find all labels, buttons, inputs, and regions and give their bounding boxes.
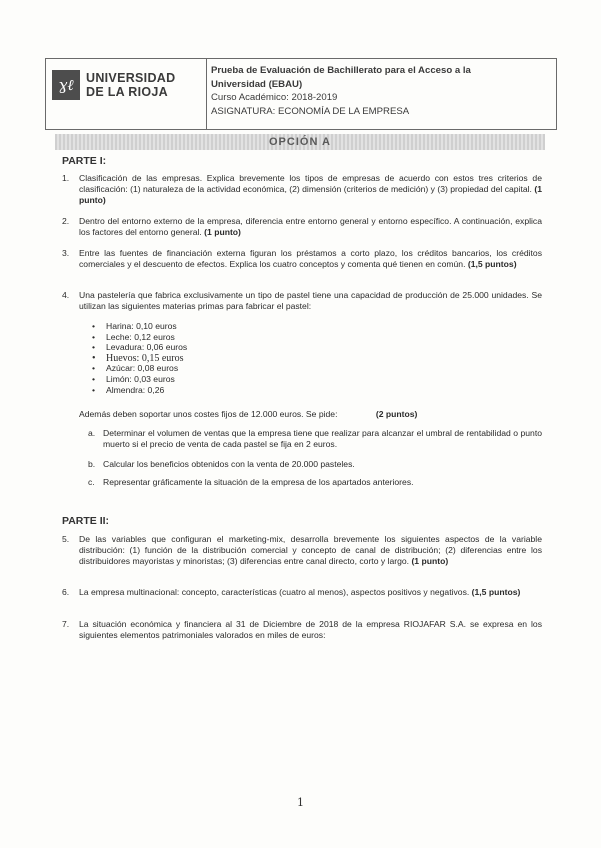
university-logo-icon: ɣℓ (52, 70, 80, 100)
question-points: (1,5 puntos) (471, 587, 521, 597)
list-item: • Leche: 0,12 euros (92, 332, 292, 343)
question-number: 1. (62, 173, 70, 183)
exam-title-line2: Universidad (EBAU) (211, 78, 303, 90)
subquestion-label: b. (88, 459, 96, 469)
university-name (86, 71, 175, 99)
option-label: OPCIÓN A (269, 136, 331, 148)
question-text (79, 587, 542, 598)
academic-year: Curso Académico: 2018-2019 (211, 92, 338, 103)
list-item: • Levadura: 0,06 euros (92, 342, 292, 353)
list-item: • Limón: 0,03 euros (92, 374, 292, 385)
university-name-line1: UNIVERSIDAD (86, 71, 176, 85)
question-text (79, 216, 542, 238)
option-banner (55, 134, 545, 150)
question-text (79, 248, 542, 270)
list-item: • Harina: 0,10 euros (92, 321, 292, 332)
question-number: 3. (62, 248, 70, 258)
part2-title: PARTE II: (62, 515, 110, 527)
list-item: • Azúcar: 0,08 euros (92, 363, 292, 374)
question-points: (1 punto) (79, 184, 543, 205)
part1-title: PARTE I: (62, 155, 107, 167)
subquestion-text: Determinar el volumen de ventas que la empresa tiene que realizar para alcanzar el umbral de rentabilidad o punto muerto si el precio de venta de cada pastel se fija en 2 euros. (103, 428, 542, 449)
exam-info (211, 64, 551, 118)
subquestion-text: Calcular los beneficios obtenidos con la venta de 20.000 pasteles. (103, 459, 355, 469)
question-points: (2 puntos) (375, 409, 418, 419)
subquestion-label: a. (88, 428, 96, 438)
question-points: (1,5 puntos) (467, 259, 517, 269)
subject-title: ASIGNATURA: ECONOMÍA DE LA EMPRESA (211, 105, 410, 117)
question-points: (1 punto) (204, 227, 241, 237)
fixed-costs-line (79, 409, 539, 420)
question-text: Una pastelería que fabrica exclusivamente un tipo de pastel tiene una capacidad de producción de 25.000 unidades. Se utilizan las siguientes materias primas para fabricar el pastel: (79, 290, 542, 311)
question-body: Dentro del entorno externo de la empresa, diferencia entre entorno general y entorno específico. A continuación, explica los factores del entorno general. (79, 216, 542, 237)
question-number: 4. (62, 290, 70, 300)
question-number: 2. (62, 216, 70, 226)
ingredient-list (92, 321, 292, 395)
page-number: 1 (297, 796, 304, 809)
question-body: Clasificación de las empresas. Explica brevemente los tipos de empresas de acuerdo con estos tres criterios de clasificación: (1) naturaleza de la actividad económica, (2) dimensión (criterios de medición) y (3) propiedad del capital. (79, 173, 542, 194)
list-item: • Huevos: 0,15 euros (92, 353, 292, 364)
subquestion-text: Representar gráficamente la situación de la empresa de los apartados anteriores. (103, 477, 414, 487)
question-text: La situación económica y financiera al 31 de Diciembre de 2018 de la empresa RIOJAFAR S.A. se expresa en los siguientes elementos patrimoniales valorados en miles de euros: (79, 619, 542, 640)
question-number: 5. (62, 534, 70, 544)
question-body: Entre las fuentes de financiación externa figuran los préstamos a corto plazo, los créditos bancarios, los créditos comerciales y el descuento de efectos. Explica los cuatro conceptos y comenta qué tienen en común. (79, 248, 542, 269)
exam-title-line1: Prueba de Evaluación de Bachillerato para el Acceso a la (211, 65, 471, 76)
question-points: (1 punto) (411, 556, 449, 566)
subquestion-label: c. (88, 477, 95, 487)
fixed-costs-text: Además deben soportar unos costes fijos de 12.000 euros. Se pide: (79, 409, 338, 419)
question-text (79, 173, 542, 206)
question-body: La empresa multinacional: concepto, características (cuatro al menos), aspectos positivos y negativos. (79, 587, 470, 597)
university-name-line2: DE LA RIOJA (86, 85, 169, 99)
university-logo-block (46, 59, 207, 129)
question-body: De las variables que configuran el marketing-mix, desarrolla brevemente los siguientes aspectos de la variable distribución: (1) función de la distribución comercial y concepto de canal de distribución; (2) diferencias entre los distribuidores mayoristas y minoristas; (3) diferencias entre canal directo, corto y largo. (79, 534, 542, 566)
question-text (79, 534, 542, 567)
question-number: 6. (62, 587, 70, 597)
list-item: • Almendra: 0,26 (92, 385, 292, 396)
exam-header (45, 58, 557, 130)
question-number: 7. (62, 619, 70, 629)
